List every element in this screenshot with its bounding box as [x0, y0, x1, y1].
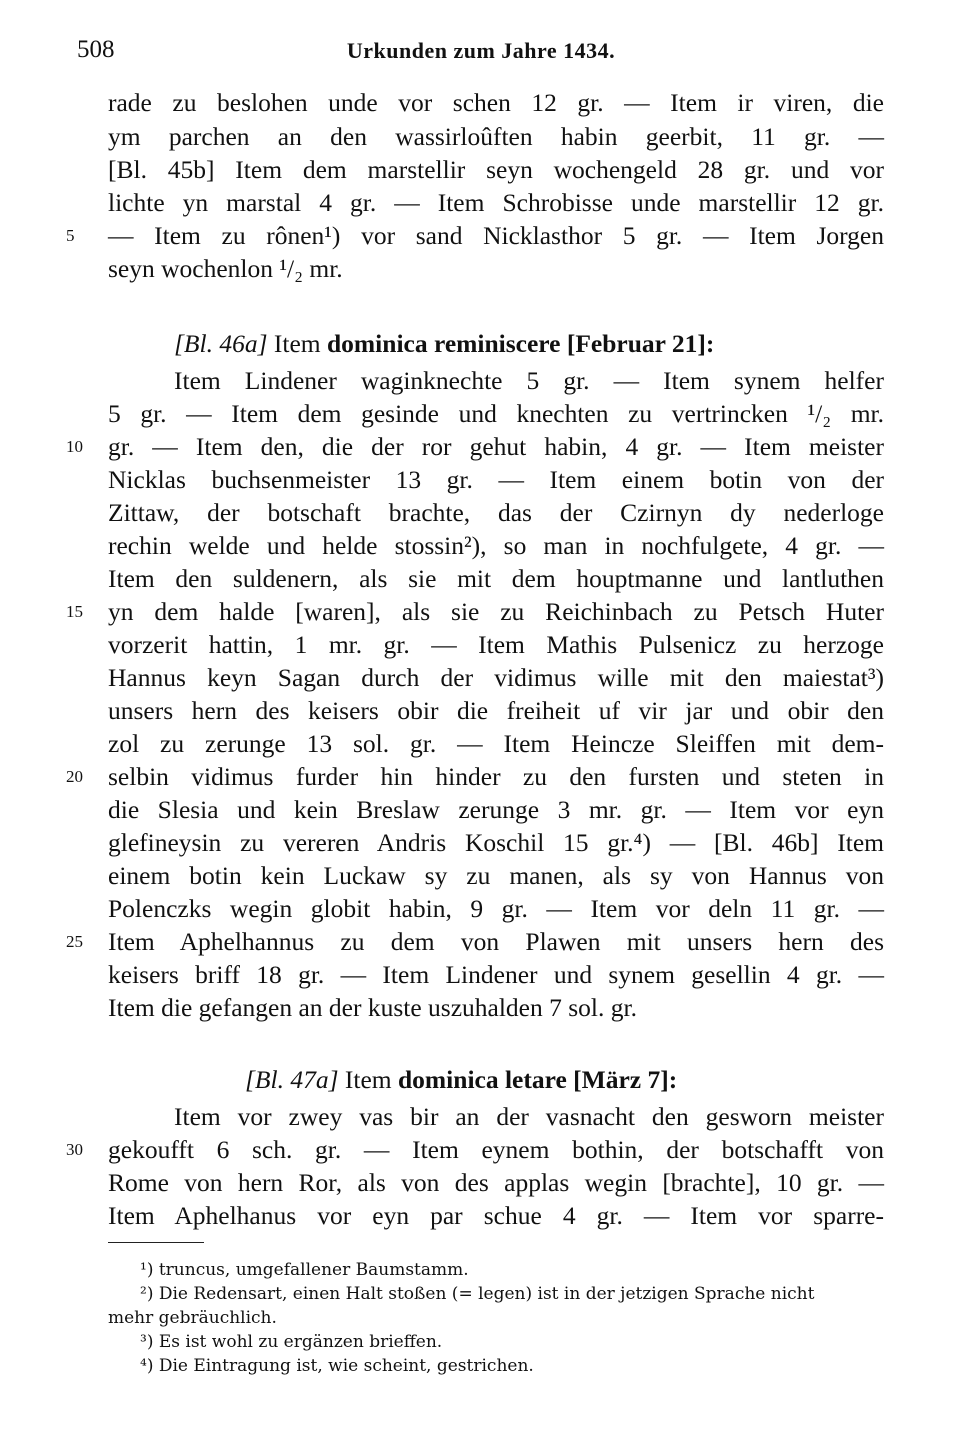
- line-number: 30: [66, 1140, 83, 1159]
- text-line: Item die gefangen an der kuste uszuhalden 7 sol. gr.: [108, 993, 637, 1022]
- text-line: [Bl. 45b] Item dem marstellir seyn wochengeld 28 gr. und vor: [108, 155, 884, 184]
- running-title: Urkunden zum Jahre 1434.: [346, 38, 616, 63]
- text-line: — Item zu rônen¹) vor sand Nicklasthor 5 gr. — Item Jorgen: [108, 221, 884, 250]
- line-number: 5: [66, 226, 75, 245]
- text-line: die Slesia und kein Breslaw zerunge 3 mr. gr. — Item vor eyn: [108, 795, 884, 824]
- section-heading: [245, 1063, 677, 1097]
- line-number: 10: [66, 437, 83, 456]
- text-line: Hannus keyn Sagan durch der vidimus wille mit den maiestat³): [108, 663, 884, 692]
- text-line: zol zu zerunge 13 sol. gr. — Item Heincze Sleiffen mit dem-: [108, 729, 884, 758]
- text-line: glefineysin zu vereren Andris Koschil 15 gr.⁴) — [Bl. 46b] Item: [108, 828, 884, 857]
- text-line: rade zu beslohen unde vor schen 12 gr. — Item ir viren, die: [108, 88, 884, 117]
- footnote-rule: [108, 1242, 204, 1243]
- heading-item: Item: [273, 329, 321, 358]
- text-line: 5 gr. — Item dem gesinde und knechten zu vertrincken ¹/₂ mr.: [108, 399, 884, 428]
- line-number: 15: [66, 602, 83, 621]
- text-line: gekoufft 6 sch. gr. — Item eynem bothin, der botschafft von: [108, 1135, 884, 1164]
- text-line: Nicklas buchsenmeister 13 gr. — Item einem botin von der: [108, 465, 884, 494]
- text-line: Polenczks wegin globit habin, 9 gr. — Item vor deln 11 gr. —: [108, 894, 884, 923]
- footnote: ¹) truncus, umgefallener Baumstamm.: [140, 1260, 469, 1280]
- heading-item: Item: [344, 1065, 392, 1094]
- text-line: einem botin kein Luckaw sy zu manen, als sy von Hannus von: [108, 861, 884, 890]
- text-line: Rome von hern Ror, als von des applas wegin [brachte], 10 gr. —: [108, 1168, 884, 1197]
- folio-ref: [Bl. 46a]: [174, 329, 268, 358]
- text-line: Item Lindener waginknechte 5 gr. — Item synem helfer: [174, 366, 884, 395]
- text-line: unsers hern des keisers obir die freiheit uf vir jar und obir den: [108, 696, 884, 725]
- line-number: 20: [66, 767, 83, 786]
- text-line: Item vor zwey vas bir an der vasnacht den gesworn meister: [174, 1102, 884, 1131]
- page-header: [77, 36, 885, 66]
- section-heading: [174, 327, 714, 361]
- text-line: seyn wochenlon ¹/₂ mr.: [108, 254, 343, 283]
- text-line: yn dem halde [waren], als sie zu Reichinbach zu Petsch Huter: [108, 597, 884, 626]
- footnote: ⁴) Die Eintragung ist, wie scheint, gestrichen.: [140, 1356, 534, 1376]
- page-number: 508: [77, 36, 115, 63]
- text-line: Item den suldenern, als sie mit dem houptmanne und lantluthen: [108, 564, 884, 593]
- heading-date: dominica letare [März 7]:: [398, 1065, 678, 1094]
- heading-date: dominica reminiscere [Februar 21]:: [327, 329, 715, 358]
- footnote: ²) Die Redensart, einen Halt stoßen (= legen) ist in der jetzigen Sprache nicht: [140, 1284, 815, 1304]
- footnote: ³) Es ist wohl zu ergänzen brieffen.: [140, 1332, 443, 1352]
- footnote-continuation: mehr gebräuchlich.: [108, 1308, 277, 1328]
- text-line: selbin vidimus furder hin hinder zu den fursten und steten in: [108, 762, 884, 791]
- text-line: vorzerit hattin, 1 mr. gr. — Item Mathis Pulsenicz zu herzoge: [108, 630, 884, 659]
- line-number: 25: [66, 932, 83, 951]
- folio-ref: [Bl. 47a]: [245, 1065, 339, 1094]
- text-line: keisers briff 18 gr. — Item Lindener und synem gesellin 4 gr. —: [108, 960, 884, 989]
- text-line: Item Aphelhanus vor eyn par schue 4 gr. — Item vor sparre-: [108, 1201, 884, 1230]
- text-line: lichte yn marstal 4 gr. — Item Schrobisse unde marstellir 12 gr.: [108, 188, 884, 217]
- text-line: Zittaw, der botschaft brachte, das der Czirnyn dy nederloge: [108, 498, 884, 527]
- text-line: gr. — Item den, die der ror gehut habin, 4 gr. — Item meister: [108, 432, 884, 461]
- text-line: Item Aphelhannus zu dem von Plawen mit unsers hern des: [108, 927, 884, 956]
- text-line: rechin welde und helde stossin²), so man in nochfulgete, 4 gr. —: [108, 531, 884, 560]
- text-line: ym parchen an den wassirloûften habin geerbit, 11 gr. —: [108, 122, 884, 151]
